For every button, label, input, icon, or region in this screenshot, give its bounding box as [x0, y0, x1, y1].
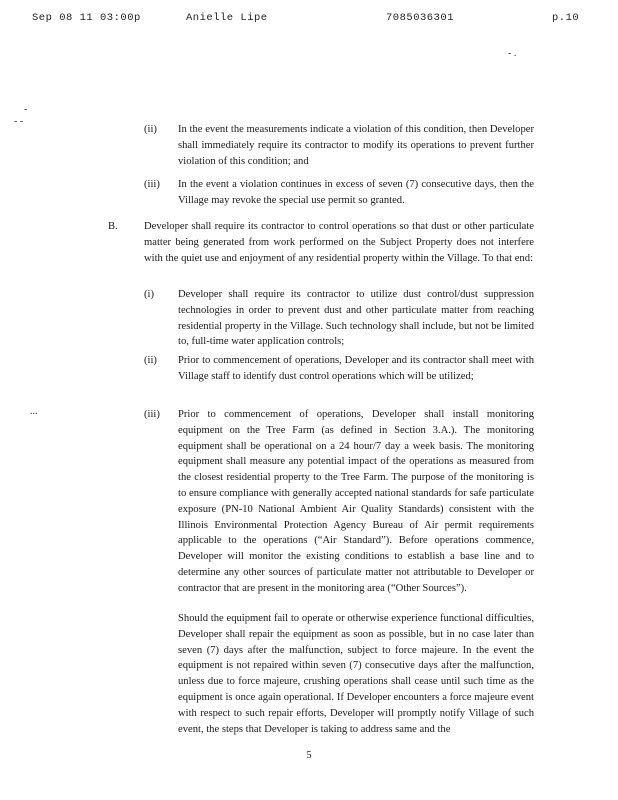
- item-text: Developer shall require its contractor to utilize dust control/dust suppression technologies in order to prevent dust and other particulate matter from reaching residential property in the Village. Such technology shall include, but not be limited to, full-time water application controls;: [178, 289, 534, 348]
- margin-mark-top-right: - .: [508, 48, 517, 59]
- item-label: (ii): [144, 124, 157, 135]
- item-label: (ii): [144, 355, 157, 366]
- fax-header: [0, 12, 618, 26]
- item-label: (i): [144, 289, 154, 300]
- item-text: In the event a violation continues in excess of seven (7) consecutive days, then the Village may revoke the special use permit so granted.: [178, 179, 534, 206]
- item-label: (iii): [144, 409, 160, 420]
- fax-phone: 7085036301: [386, 12, 455, 24]
- margin-mark-left-mid: ...: [30, 406, 38, 417]
- followup-paragraph: Should the equipment fail to operate or otherwise experience functional difficulties, Developer shall repair the equipment as soon as possible, but in no case later than seven (7) days after the malfunction, subject to force majeure. In the event the equipment is not repaired within seven (7) consecutive days after the malfunction, unless due to force majeure, crushing operations shall cease until such time as the equipment is once again operational. If Developer encounters a force majeure event with respect to such repair efforts, Developer will promptly notify Village of such event, the steps that Developer is taking to address same and the: [178, 613, 534, 735]
- item-label: (iii): [144, 179, 160, 190]
- page-number: 5: [306, 750, 312, 761]
- margin-mark-left-top: -: [24, 104, 28, 115]
- item-text: In the event the measurements indicate a violation of this condition, then Developer shall immediately require its contractor to modify its operations to prevent further violation of this condition; and: [178, 124, 534, 167]
- margin-mark-left-dash: - -: [14, 116, 24, 127]
- fax-datetime: Sep 08 11 03:00p: [32, 12, 141, 24]
- section-label: B.: [108, 221, 118, 232]
- fax-page: p.10: [552, 12, 580, 24]
- section-b-text: Developer shall require its contractor to control operations so that dust or other particulate matter being generated from work performed on the Subject Property does not interfere with the quiet use and enjoyment of any residential property within the Village. To that end:: [144, 221, 534, 264]
- item-text: Prior to commencement of operations, Developer and its contractor shall meet with Village staff to identify dust control operations which will be utilized;: [178, 355, 534, 382]
- item-text: Prior to commencement of operations, Developer shall install monitoring equipment on the Tree Farm (as defined in Section 3.A.). The monitoring equipment shall be operational on a 24 hour/7 day a week basis. The monitoring equipment shall measure any potential impact of the operations as measured from the closest residential property to the Tree Farm. The purpose of the monitoring is to ensure compliance with generally accepted national standards for safe particulate exposure (PN-10 National Ambient Air Quality Standards) consistent with the Illinois Environmental Protection Agency Bureau of Air permit requirements applicable to the operations (“Air Standard”). Before operations commence, Developer will monitor the existing conditions to establish a base line and to determine any other sources of particulate matter not attributable to Developer or contractor that are present in the monitoring area (“Other Sources”).: [178, 409, 534, 594]
- fax-sender: Anielle Lipe: [186, 12, 268, 24]
